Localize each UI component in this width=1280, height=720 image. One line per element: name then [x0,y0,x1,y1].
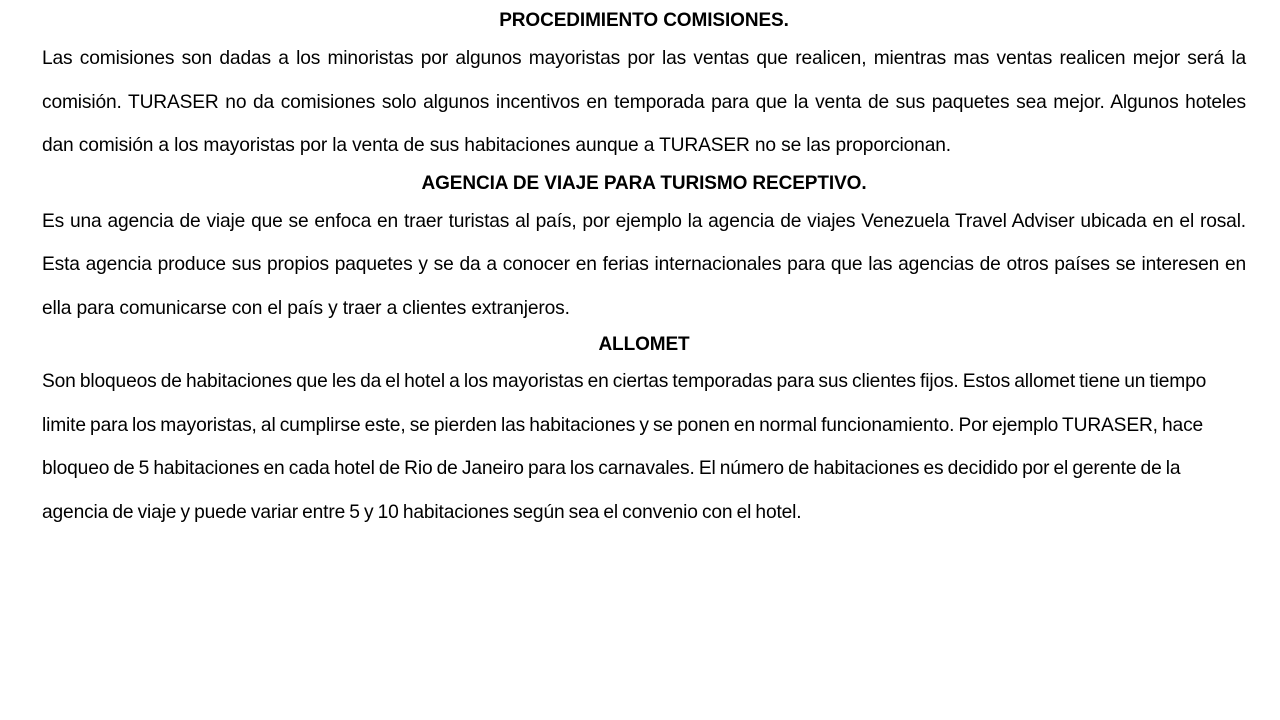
section-body-agencia-receptivo: Es una agencia de viaje que se enfoca en traer turistas al país, por ejemplo la agencia de viajes Venezuela Travel Adviser ubicada en el rosal. Esta agencia produce sus propios paquetes y se da a conocer en ferias internacionales para que las agencias de otros países se interesen en ella para comunicarse con el país y traer a clientes extranjeros. [42,210,1246,319]
section-heading-agencia-receptivo: AGENCIA DE VIAJE PARA TURISMO RECEPTIVO. [421,172,867,194]
section-heading-comisiones: PROCEDIMIENTO COMISIONES. [499,10,789,31]
section-heading-allomet: ALLOMET [598,334,690,355]
section-body-allomet: Son bloqueos de habitaciones que les da el hotel a los mayoristas en ciertas temporadas para sus clientes fijos. Estos allomet tiene un tiempo limite para los mayoristas, al cumplirse este, se pierden las habitaciones y se ponen en normal funcionamiento. Por ejemplo TURASER, hace bloqueo de 5 habitaciones en cada hotel de Rio de Janeiro para los carnavales. El número de habitaciones es decidido por el gerente de la agencia de viaje y puede variar entre 5 y 10 habitaciones según sea el convenio con el hotel. [42,371,1207,523]
section-body-comisiones: Las comisiones son dadas a los minoristas por algunos mayoristas por las ventas que realicen, mientras mas ventas realicen mejor será la comisión. TURASER no da comisiones solo algunos incentivos en temporada para que la venta de sus paquetes sea mejor. Algunos hoteles dan comisión a los mayoristas por la venta de sus habitaciones aunque a TURASER no se las proporcionan. [42,48,1246,156]
